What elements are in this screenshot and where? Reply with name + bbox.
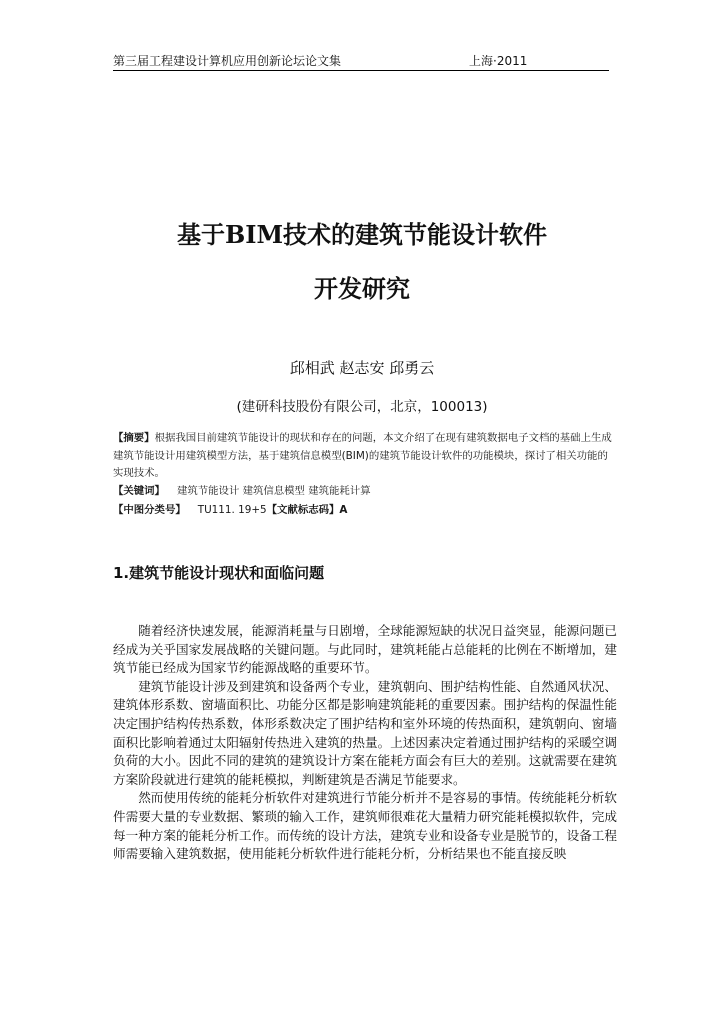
classification-value: TU111. 19+5 [197,504,267,516]
abstract-label: 【摘要】 [113,432,155,444]
author-affiliation: (建研科技股份有限公司，北京，100013) [236,399,488,415]
classification [113,502,613,518]
keywords-label: 【关键词】 [113,485,165,497]
paper-title-line-1: 基于BIM技术的建筑节能设计软件 [176,220,548,249]
paper-title-line-2: 开发研究 [314,274,410,303]
header-location-year: 上海·2011 [469,54,528,68]
classification-label: 【中图分类号】 [113,504,186,516]
document-code-value: A [339,504,348,516]
document-code-label: 【文献标志码】 [266,504,340,516]
body-paragraph: 建筑节能设计涉及到建筑和设备两个专业，建筑朝向、围护结构性能、自然通风状况、建筑体形系数、窗墙面积比、功能分区都是影响建筑能耗的重要因素。围护结构的保温性能决定围护结构传热系数，体形系数决定了围护结构和室外环境的传热面积，建筑朝向、窗墙面积比影响着通过太阳辐射传热进入建筑的热量。上述因素决定着通过围护结构的采暖空调负荷的大小。因此不同的建筑的建筑设计方案在能耗方面会有巨大的差别。这就需要在建筑方案阶段就进行建筑的能耗模拟，判断建筑是否满足节能要求。 [113,678,617,787]
author-list: 邱相武 赵志安 邱勇云 [289,359,435,377]
abstract [113,430,613,483]
body-paragraph: 随着经济快速发展，能源消耗量与日剧增，全球能源短缺的状况日益突显，能源问题已经成为关乎国家发展战略的关键问题。与此同时，建筑耗能占总能耗的比例在不断增加，建筑节能已经成为国家节约能源战略的重要环节。 [113,623,617,676]
body-paragraph: 然而使用传统的能耗分析软件对建筑进行节能分析并不是容易的事情。传统能耗分析软件需要大量的专业数据、繁琐的输入工作，建筑师很难花大量精力研究能耗模拟软件，完成每一种方案的能耗分析工作。而传统的设计方法，建筑专业和设备专业是脱节的，设备工程师需要输入建筑数据，使用能耗分析软件进行能耗分析，分析结果也不能直接反映 [113,790,617,862]
section-body [113,622,617,864]
keywords-text: 建筑节能设计 建筑信息模型 建筑能耗计算 [176,485,371,497]
running-header [113,54,609,71]
section-heading: 1.建筑节能设计现状和面临问题 [113,564,325,582]
abstract-text: 根据我国目前建筑节能设计的现状和存在的问题，本文介绍了在现有建筑数据电子文档的基础上生成建筑节能设计用建筑模型方法，基于建筑信息模型(BIM)的建筑节能设计软件的功能模块，探讨了相关功能的实现技术。 [113,432,612,479]
header-proceedings-title: 第三届工程建设计算机应用创新论坛论文集 [113,54,342,68]
keywords [113,483,613,499]
